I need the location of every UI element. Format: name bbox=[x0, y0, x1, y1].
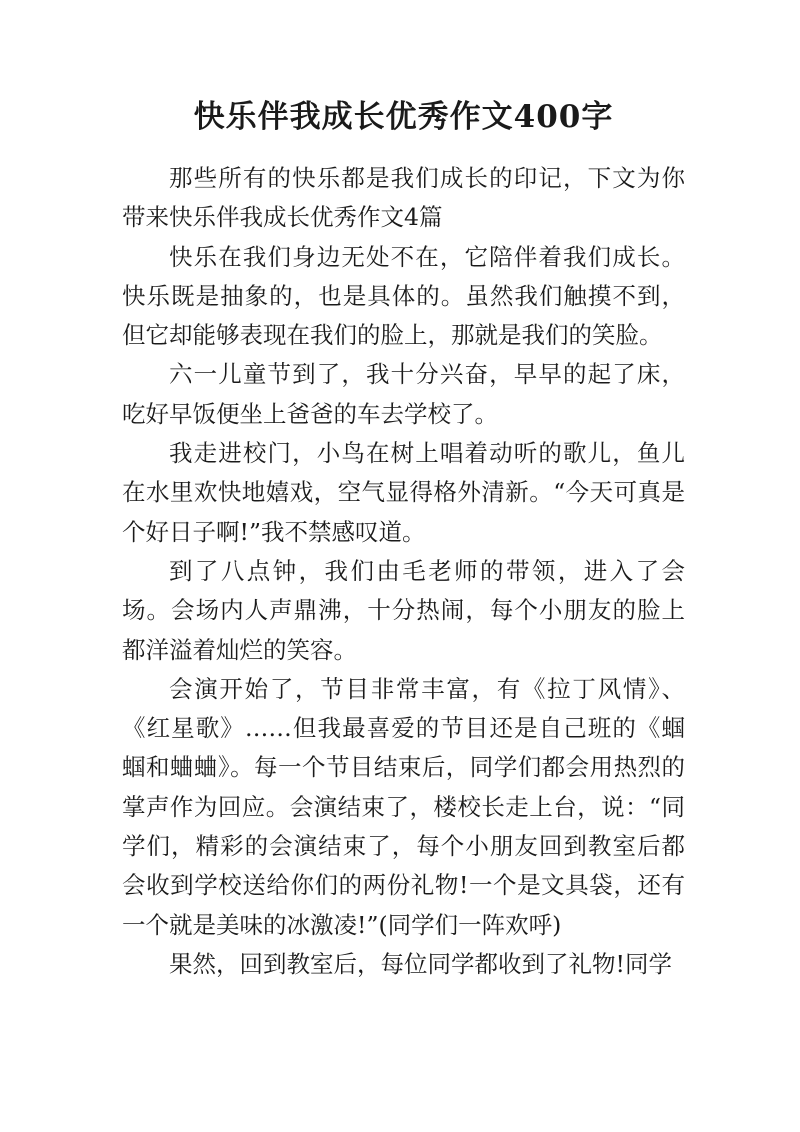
paragraph-5: 会演开始了，节目非常丰富，有《拉丁风情》、《红星歌》……但我最喜爱的节目还是自己班的《蝈蝈和蛐蛐》。每一个节目结束后，同学们都会用热烈的掌声作为回应。会演结束了，楼校长走上台，说：“同学们，精彩的会演结束了，每个小朋友回到教室后都会收到学校送给你们的两份礼物!一个是文具袋，还有一个就是美味的冰激凌!”(同学们一阵欢呼) bbox=[122, 674, 685, 939]
paragraph-6: 果然，回到教室后，每位同学都收到了礼物!同学 bbox=[169, 949, 672, 978]
paragraph-intro: 那些所有的快乐都是我们成长的印记，下文为你带来快乐伴我成长优秀作文4篇 bbox=[122, 164, 685, 232]
paragraph-4: 到了八点钟，我们由毛老师的带领，进入了会场。会场内人声鼎沸，十分热闹，每个小朋友的脸上都洋溢着灿烂的笑容。 bbox=[122, 556, 685, 664]
document-title: 快乐伴我成长优秀作文400字 bbox=[193, 99, 614, 135]
paragraph-2: 六一儿童节到了，我十分兴奋，早早的起了床，吃好早饭便坐上爸爸的车去学校了。 bbox=[122, 360, 685, 428]
paragraph-1: 快乐在我们身边无处不在，它陪伴着我们成长。快乐既是抽象的，也是具体的。虽然我们触摸不到，但它却能够表现在我们的脸上，那就是我们的笑脸。 bbox=[122, 242, 685, 350]
paragraph-3: 我走进校门，小鸟在树上唱着动听的歌儿，鱼儿在水里欢快地嬉戏，空气显得格外清新。“今天可真是个好日子啊!”我不禁感叹道。 bbox=[122, 439, 685, 546]
